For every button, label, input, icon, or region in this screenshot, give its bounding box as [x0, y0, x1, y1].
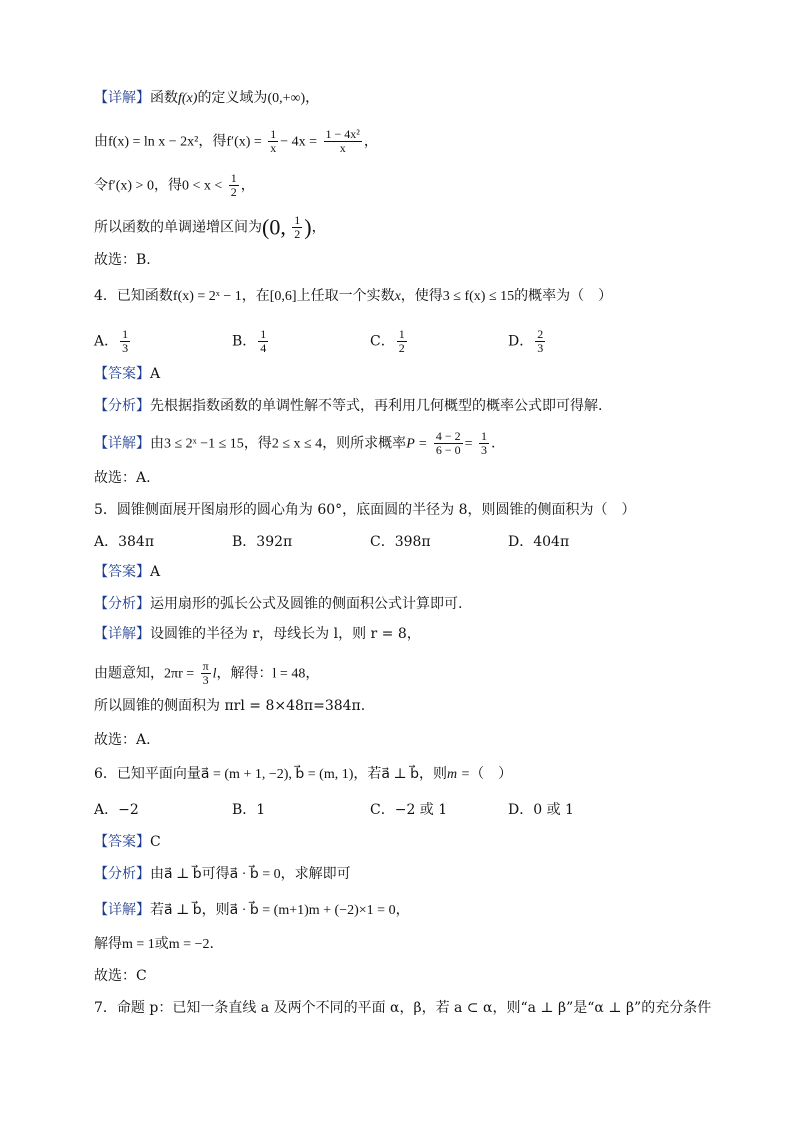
q3-detail-line1: 【详解】函数f(x)的定义域为(0,+∞)，	[94, 90, 320, 106]
q6-choose: 故选：C	[94, 968, 147, 984]
q3-detail-line3: 令f′(x) > 0，得0 < x < $\frac{1}{2}$ ，	[94, 171, 255, 199]
q7-stem: 7．命题 p：已知一条直线 a 及两个不同的平面 α，β，若 a ⊂ α，则“a ⊥ β”是“α ⊥ β”的充分条件	[94, 1000, 712, 1016]
q5-detail-line2: 由题意知，2πr = $\frac{\pi}{3}$ l，解得：l = 48，	[94, 659, 320, 687]
detail-tag: 【详解】	[94, 90, 150, 106]
q4-option-b: B． $\frac{1}{4}$	[232, 327, 267, 355]
q4-option-c: C． $\frac{1}{2}$	[370, 327, 405, 355]
q5-detail-line3: 所以圆锥的侧面积为 πrl = 8×48π=384π.	[94, 698, 366, 714]
q5-analysis: 【分析】运用扇形的弧长公式及圆锥的侧面积公式计算即可.	[94, 596, 463, 612]
q3-choose: 故选：B.	[94, 252, 151, 268]
q4-choose: 故选：A.	[94, 470, 151, 486]
fraction: $\frac{1}{x}$	[270, 127, 277, 155]
q5-choose: 故选：A.	[94, 732, 151, 748]
q4-option-d: D． $\frac{2}{3}$	[508, 327, 544, 355]
q6-stem: 6．已知平面向量a⃗ = (m + 1, −2), b⃗ = (m, 1)，若a⃗ ⊥ b⃗，则m =（ ）	[94, 766, 513, 782]
q5-detail: 【详解】设圆锥的半径为 r，母线长为 l，则 r = 8，	[94, 626, 421, 642]
q6-answer: 【答案】C	[94, 834, 161, 850]
fraction: $\frac{\text{1 − 4x²}}{x}$	[325, 127, 360, 155]
q5-answer: 【答案】A	[94, 564, 161, 580]
q4-stem: 4．已知函数f(x) = 2ˣ − 1，在[0,6]上任取一个实数x，使得3 ≤ f(x) ≤ 15的概率为（ ）	[94, 288, 613, 304]
q4-detail: 【详解】由3 ≤ 2ˣ −1 ≤ 15，得2 ≤ x ≤ 4，则所求概率P = $\frac{4 - 2}{6 - 0}$ = $\frac{1}{3}$ .	[94, 429, 496, 457]
q6-analysis: 【分析】由a⃗ ⊥ b⃗可得a⃗ · b⃗ = 0，求解即可	[94, 866, 351, 882]
q4-answer: 【答案】A	[94, 366, 161, 382]
q6-detail: 【详解】若a⃗ ⊥ b⃗，则a⃗ · b⃗ = (m+1)m + (−2)×1 = 0，	[94, 902, 410, 918]
fraction: $\frac{1}{2}$	[294, 213, 301, 241]
fraction: $\frac{1}{2}$	[230, 171, 237, 199]
q6-option-b: B．1	[232, 802, 266, 818]
q6-option-a: A．−2	[94, 802, 139, 818]
q4-option-a: A． $\frac{1}{3}$	[94, 327, 129, 355]
q6-option-c: C．−2 或 1	[370, 802, 448, 818]
q3-detail-line2: 由f(x) = ln x − 2x²，得f′(x) = $\frac{1}{x}$ − 4x = $\frac{\text{1 − 4x²}}{x}$ ，	[94, 127, 378, 155]
q5-option-d: D．404π	[508, 534, 570, 550]
q5-option-a: A．384π	[94, 534, 155, 550]
q6-solution: 解得m = 1或m = −2.	[94, 936, 214, 952]
q4-analysis: 【分析】先根据指数函数的单调性解不等式，再利用几何概型的概率公式即可得解.	[94, 398, 603, 414]
q5-option-c: C．398π	[370, 534, 431, 550]
q5-stem: 5．圆锥侧面展开图扇形的圆心角为 60°，底面圆的半径为 8，则圆锥的侧面积为（ ）	[94, 502, 636, 518]
q6-option-d: D．0 或 1	[508, 802, 574, 818]
q5-option-b: B．392π	[232, 534, 293, 550]
q3-detail-line4: 所以函数的单调递增区间为(0, $\frac{1}{2}$ )，	[94, 213, 326, 241]
